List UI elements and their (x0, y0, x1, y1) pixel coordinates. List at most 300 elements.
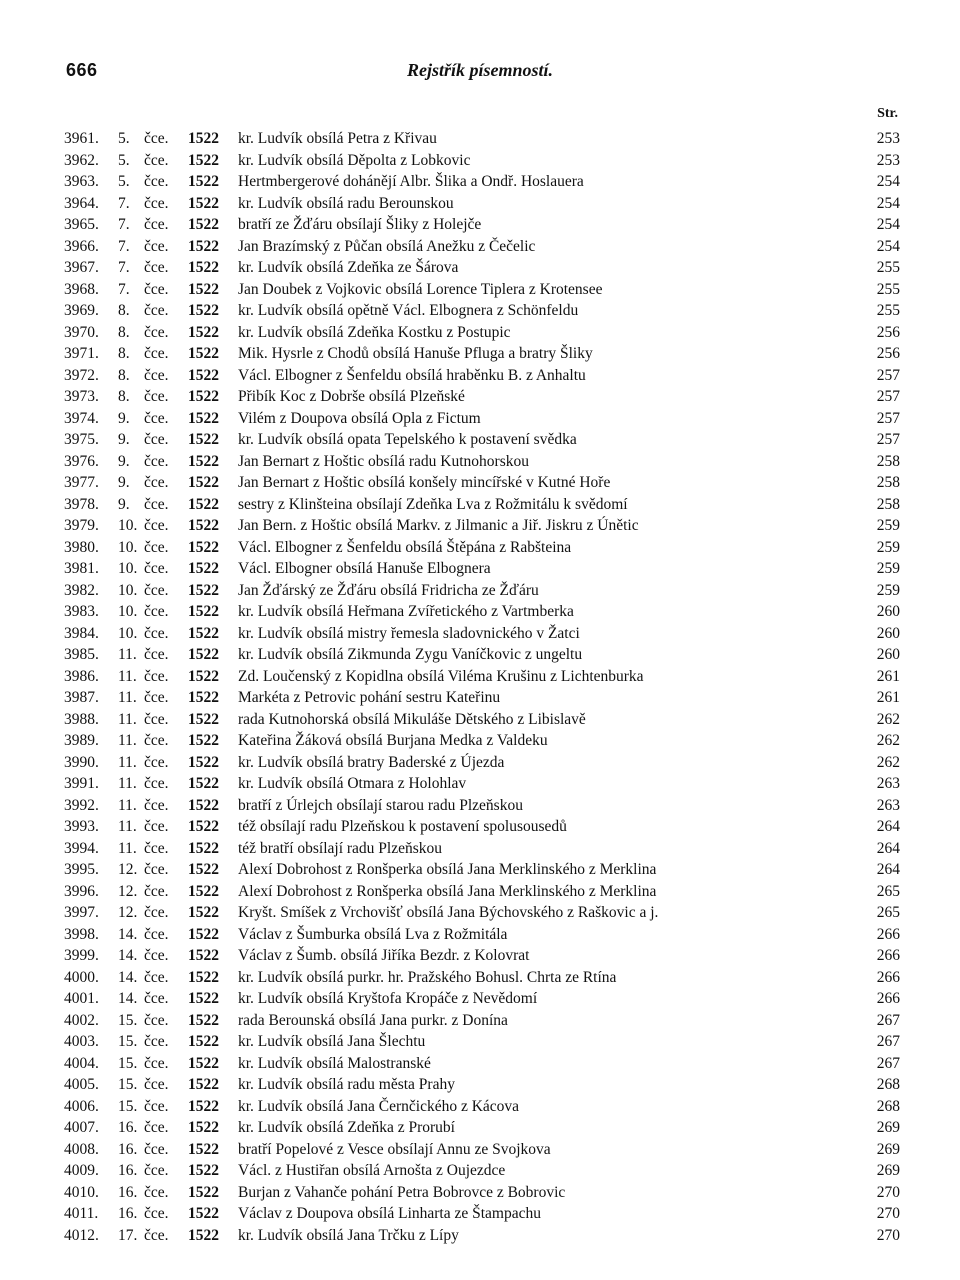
entry-month: čce. (144, 818, 169, 835)
register-entry (64, 429, 900, 451)
entry-day: 9. (118, 495, 130, 513)
register-entry (64, 902, 900, 924)
entry-description: Václ. Elbogner obsílá Hanuše Elbognera (238, 560, 497, 577)
entry-month: čce. (144, 839, 169, 857)
entry-day: 11. (118, 775, 137, 792)
entry-year: 1522 (188, 173, 219, 190)
entry-day: 16. (118, 1162, 138, 1179)
entry-year: 1522 (188, 968, 219, 986)
entry-description-leader (238, 1182, 856, 1204)
entry-year: 1522 (188, 947, 219, 964)
entry-page-ref: 254 (876, 237, 900, 255)
entry-day: 15. (118, 1011, 138, 1029)
entry-year: 1522 (188, 302, 219, 319)
register-entry (64, 1139, 900, 1161)
entry-number: 3972. (64, 366, 99, 384)
register-entry (64, 881, 900, 903)
entry-year: 1522 (188, 130, 219, 147)
entry-description-leader (238, 171, 856, 193)
entry-month: čce. (144, 861, 169, 878)
entry-number: 3998. (64, 925, 99, 943)
register-entry (64, 687, 900, 709)
entry-number: 3994. (64, 839, 99, 857)
entry-number: 3963. (64, 173, 99, 190)
register-entry (64, 279, 900, 301)
entry-month: čce. (144, 947, 169, 964)
entry-year: 1522 (188, 431, 219, 448)
entry-description: Václav z Šumburka obsílá Lva z Rožmitála (238, 926, 513, 943)
entry-description-leader (238, 558, 856, 580)
entry-number: 3990. (64, 753, 99, 771)
entry-description-leader (238, 795, 856, 817)
entry-number: 3981. (64, 560, 99, 577)
entry-month: čce. (144, 1119, 169, 1136)
entry-day: 12. (118, 882, 138, 900)
entry-description-leader (238, 451, 856, 473)
entry-year: 1522 (188, 1119, 219, 1136)
entry-day: 5. (118, 130, 130, 147)
register-entry (64, 515, 900, 537)
entry-year: 1522 (188, 624, 219, 642)
entry-number: 3989. (64, 732, 99, 749)
entry-year: 1522 (188, 1097, 219, 1115)
entry-day: 11. (118, 689, 137, 706)
entry-description: kr. Ludvík obsílá Zdeňka ze Šárova (238, 259, 464, 276)
register-entry (64, 365, 900, 387)
entry-page-ref: 268 (876, 1076, 900, 1093)
entry-year: 1522 (188, 990, 219, 1007)
entry-day: 14. (118, 990, 138, 1007)
entry-day: 10. (118, 560, 138, 577)
entry-page-ref: 257 (876, 409, 900, 427)
entry-number: 4006. (64, 1097, 99, 1115)
register-entry (64, 236, 900, 258)
entry-month: čce. (144, 1205, 169, 1222)
entry-day: 15. (118, 1033, 138, 1050)
entry-description-leader (238, 1074, 856, 1096)
entry-month: čce. (144, 1183, 169, 1201)
entry-number: 3977. (64, 474, 99, 491)
entry-month: čce. (144, 1140, 169, 1158)
entry-year: 1522 (188, 517, 219, 534)
entry-month: čce. (144, 796, 169, 814)
entry-month: čce. (144, 603, 169, 620)
entry-description: Vilém z Doupova obsílá Opla z Fictum (238, 410, 487, 427)
entry-year: 1522 (188, 323, 219, 341)
entry-description: Alexí Dobrohost z Ronšperka obsílá Jana Merklinského z Merklina (238, 883, 662, 900)
entry-month: čce. (144, 1226, 169, 1244)
register-entry (64, 988, 900, 1010)
entry-month: čce. (144, 237, 169, 255)
entry-year: 1522 (188, 560, 219, 577)
entry-page-ref: 255 (876, 280, 900, 298)
entry-month: čce. (144, 151, 169, 169)
entry-page-ref: 261 (876, 667, 900, 685)
entry-page-ref: 264 (876, 839, 900, 857)
entry-page-ref: 269 (876, 1162, 900, 1179)
entry-page-ref: 262 (876, 732, 900, 749)
entry-description-leader (238, 257, 856, 279)
entry-description: Václ. Elbogner z Šenfeldu obsílá hraběnku B. z Anhaltu (238, 367, 592, 384)
entry-month: čce. (144, 624, 169, 642)
register-entry (64, 1203, 900, 1225)
entry-page-ref: 266 (876, 990, 900, 1007)
entry-description-leader (238, 214, 856, 236)
entry-month: čce. (144, 259, 169, 276)
entry-month: čce. (144, 1097, 169, 1115)
entry-year: 1522 (188, 753, 219, 771)
entry-year: 1522 (188, 366, 219, 384)
entry-day: 12. (118, 861, 138, 878)
register-entry (64, 537, 900, 559)
entry-description: bratří ze Žďáru obsílají Šliky z Holejče (238, 216, 487, 233)
entry-page-ref: 259 (876, 538, 900, 556)
entry-description: Burjan z Vahanče pohání Petra Bobrovce z Bobrovic (238, 1184, 571, 1201)
entry-month: čce. (144, 925, 169, 943)
entry-month: čce. (144, 1033, 169, 1050)
entry-month: čce. (144, 538, 169, 556)
entry-day: 9. (118, 452, 130, 470)
entry-description: Václav z Doupova obsílá Linharta ze Štampachu (238, 1205, 547, 1222)
entry-month: čce. (144, 689, 169, 706)
entry-year: 1522 (188, 237, 219, 255)
entry-month: čce. (144, 968, 169, 986)
entry-year: 1522 (188, 216, 219, 233)
register-entry (64, 343, 900, 365)
entry-year: 1522 (188, 667, 219, 685)
entry-number: 3995. (64, 861, 99, 878)
entry-description-leader (238, 623, 856, 645)
entry-description: Kryšt. Smíšek z Vrchovišť obsílá Jana Býchovského z Raškovic a j. (238, 904, 664, 921)
entry-number: 4007. (64, 1119, 99, 1136)
entry-description: Jan Brazímský z Půčan obsílá Anežku z Čečelic (238, 238, 541, 255)
entry-description: Kateřina Žáková obsílá Burjana Medka z Valdeku (238, 732, 554, 749)
entry-description-leader (238, 859, 856, 881)
entry-number: 3991. (64, 775, 99, 792)
entry-page-ref: 259 (876, 560, 900, 577)
register-entry (64, 752, 900, 774)
entry-number: 4002. (64, 1011, 99, 1029)
entry-year: 1522 (188, 1226, 219, 1244)
entry-description: bratří z Úrlejch obsílají starou radu Plzeňskou (238, 797, 529, 814)
entry-page-ref: 260 (876, 624, 900, 642)
register-entry (64, 859, 900, 881)
entry-page-ref: 259 (876, 517, 900, 534)
entry-page-ref: 257 (876, 431, 900, 448)
entry-day: 15. (118, 1076, 138, 1093)
entry-year: 1522 (188, 452, 219, 470)
entry-page-ref: 270 (876, 1183, 900, 1201)
entry-description-leader (238, 128, 856, 150)
entry-page-ref: 266 (876, 968, 900, 986)
entry-year: 1522 (188, 280, 219, 298)
entry-year: 1522 (188, 796, 219, 814)
entry-page-ref: 264 (876, 861, 900, 878)
register-entry (64, 666, 900, 688)
entry-description-leader (238, 408, 856, 430)
entry-number: 3967. (64, 259, 99, 276)
entry-description-leader (238, 838, 856, 860)
entry-description: Václ. z Hustiřan obsílá Arnošta z Oujezdce (238, 1162, 511, 1179)
entry-month: čce. (144, 882, 169, 900)
entry-number: 4011. (64, 1205, 99, 1222)
entry-description-leader (238, 1010, 856, 1032)
entry-year: 1522 (188, 474, 219, 491)
entry-number: 3970. (64, 323, 99, 341)
entry-day: 8. (118, 366, 130, 384)
entry-page-ref: 254 (876, 173, 900, 190)
entry-description-leader (238, 752, 856, 774)
entry-description: kr. Ludvík obsílá Jana Trčku z Lípy (238, 1227, 465, 1244)
entry-number: 3966. (64, 237, 99, 255)
entry-number: 4004. (64, 1054, 99, 1072)
entry-year: 1522 (188, 882, 219, 900)
entry-day: 9. (118, 431, 130, 448)
entry-description: kr. Ludvík obsílá Malostranské (238, 1055, 437, 1072)
entry-month: čce. (144, 1011, 169, 1029)
entry-description: kr. Ludvík obsílá Jana Černčického z Kácova (238, 1098, 525, 1115)
entry-day: 8. (118, 388, 130, 405)
entry-page-ref: 261 (876, 689, 900, 706)
entry-month: čce. (144, 1054, 169, 1072)
entry-month: čce. (144, 990, 169, 1007)
register-entry (64, 945, 900, 967)
entry-page-ref: 256 (876, 323, 900, 341)
entry-month: čce. (144, 1076, 169, 1093)
entry-page-ref: 253 (876, 151, 900, 169)
entry-description-leader (238, 902, 856, 924)
entry-number: 3961. (64, 130, 99, 147)
entry-year: 1522 (188, 861, 219, 878)
entry-description-leader (238, 494, 856, 516)
entry-day: 11. (118, 646, 137, 663)
entry-description: bratří Popelové z Vesce obsílají Annu ze Svojkova (238, 1141, 557, 1158)
entry-description: kr. Ludvík obsílá bratry Baderské z Újezda (238, 754, 510, 771)
entry-description: rada Kutnohorská obsílá Mikuláše Dětského z Libislavě (238, 711, 592, 728)
entry-year: 1522 (188, 710, 219, 728)
entry-description-leader (238, 343, 856, 365)
entry-page-ref: 263 (876, 775, 900, 792)
register-entry (64, 1096, 900, 1118)
entry-year: 1522 (188, 194, 219, 212)
entry-description: též bratří obsílají radu Plzeňskou (238, 840, 448, 857)
entry-year: 1522 (188, 904, 219, 921)
entry-day: 11. (118, 710, 137, 728)
entry-year: 1522 (188, 345, 219, 362)
entry-page-ref: 269 (876, 1140, 900, 1158)
entry-page-ref: 260 (876, 603, 900, 620)
entry-page-ref: 267 (876, 1054, 900, 1072)
entry-day: 7. (118, 259, 130, 276)
entry-month: čce. (144, 667, 169, 685)
entry-number: 4001. (64, 990, 99, 1007)
entry-month: čce. (144, 753, 169, 771)
entry-page-ref: 260 (876, 646, 900, 663)
entry-description: rada Berounská obsílá Jana purkr. z Donína (238, 1012, 514, 1029)
entry-year: 1522 (188, 259, 219, 276)
entry-description-leader (238, 967, 856, 989)
entry-number: 3982. (64, 581, 99, 599)
entry-year: 1522 (188, 732, 219, 749)
entry-number: 3984. (64, 624, 99, 642)
entry-description: sestry z Klinšteina obsílají Zdeňka Lva z Rožmitálu k svědomí (238, 496, 634, 513)
register-entry (64, 558, 900, 580)
entry-month: čce. (144, 560, 169, 577)
page-column-header: Str. (877, 106, 898, 121)
entry-page-ref: 258 (876, 452, 900, 470)
entry-day: 17. (118, 1226, 138, 1244)
entry-page-ref: 267 (876, 1033, 900, 1050)
register-entry (64, 1010, 900, 1032)
entry-page-ref: 267 (876, 1011, 900, 1029)
entry-description: Václ. Elbogner z Šenfeldu obsílá Štěpána z Rabšteina (238, 539, 577, 556)
entry-month: čce. (144, 1162, 169, 1179)
entry-description-leader (238, 730, 856, 752)
entry-year: 1522 (188, 1140, 219, 1158)
entry-day: 11. (118, 839, 137, 857)
register-entry (64, 193, 900, 215)
entry-description-leader (238, 193, 856, 215)
entry-page-ref: 266 (876, 925, 900, 943)
entry-month: čce. (144, 495, 169, 513)
register-entry (64, 709, 900, 731)
entry-day: 7. (118, 237, 130, 255)
register-entry (64, 322, 900, 344)
entry-day: 10. (118, 538, 138, 556)
entry-description: kr. Ludvík obsílá mistry řemesla sladovnického v Žatci (238, 625, 586, 642)
entry-description: Václav z Šumb. obsílá Jiříka Bezdr. z Kolovrat (238, 947, 535, 964)
register-entry (64, 1182, 900, 1204)
entry-description: kr. Ludvík obsílá opětně Václ. Elbognera z Schönfeldu (238, 302, 584, 319)
entry-description-leader (238, 988, 856, 1010)
register-entry (64, 730, 900, 752)
entry-day: 10. (118, 517, 138, 534)
running-title: Rejstřík písemností. (406, 60, 554, 80)
entry-description-leader (238, 773, 856, 795)
entry-description: Přibík Koc z Dobrše obsílá Plzeňské (238, 388, 471, 405)
entry-description: kr. Ludvík obsílá Zdeňka z Prorubí (238, 1119, 461, 1136)
entry-description: Hertmbergerové dohánějí Albr. Šlika a Ondř. Hoslauera (238, 173, 590, 190)
entry-page-ref: 269 (876, 1119, 900, 1136)
entry-page-ref: 266 (876, 947, 900, 964)
entry-day: 8. (118, 323, 130, 341)
entry-year: 1522 (188, 495, 219, 513)
register-entry (64, 171, 900, 193)
entry-description-leader (238, 924, 856, 946)
entry-description-leader (238, 945, 856, 967)
entry-day: 16. (118, 1205, 138, 1222)
register-entry (64, 967, 900, 989)
entry-day: 7. (118, 280, 130, 298)
register-entry (64, 1225, 900, 1247)
entry-year: 1522 (188, 1076, 219, 1093)
entry-page-ref: 270 (876, 1226, 900, 1244)
entry-day: 11. (118, 753, 137, 771)
entry-page-ref: 257 (876, 388, 900, 405)
register-entry (64, 838, 900, 860)
register-entry (64, 300, 900, 322)
entry-number: 3965. (64, 216, 99, 233)
entry-year: 1522 (188, 1033, 219, 1050)
register-entry (64, 386, 900, 408)
entry-number: 3976. (64, 452, 99, 470)
register-entry (64, 150, 900, 172)
entry-day: 14. (118, 968, 138, 986)
entry-description-leader (238, 816, 856, 838)
register-entry (64, 1160, 900, 1182)
entry-number: 3999. (64, 947, 99, 964)
entry-description-leader (238, 1225, 856, 1247)
entry-description: Jan Bern. z Hoštic obsílá Markv. z Jilmanic a Jiř. Jiskru z Únětic (238, 517, 645, 534)
entry-number: 3993. (64, 818, 99, 835)
entry-number: 3986. (64, 667, 99, 685)
register-entry (64, 924, 900, 946)
entry-page-ref: 270 (876, 1205, 900, 1222)
entry-day: 5. (118, 173, 130, 190)
entry-day: 12. (118, 904, 138, 921)
register-entry (64, 644, 900, 666)
entry-month: čce. (144, 732, 169, 749)
entry-description: Jan Žďárský ze Žďáru obsílá Fridricha ze Žďáru (238, 582, 545, 599)
entry-year: 1522 (188, 538, 219, 556)
register-entry (64, 580, 900, 602)
entry-number: 4012. (64, 1226, 99, 1244)
entry-month: čce. (144, 323, 169, 341)
entry-description: kr. Ludvík obsílá Zdeňka Kostku z Postupic (238, 324, 517, 341)
entry-month: čce. (144, 710, 169, 728)
entry-page-ref: 254 (876, 194, 900, 212)
entry-description-leader (238, 300, 856, 322)
entry-description-leader (238, 386, 856, 408)
entry-day: 10. (118, 581, 138, 599)
entry-month: čce. (144, 345, 169, 362)
entry-page-ref: 254 (876, 216, 900, 233)
entry-day: 9. (118, 474, 130, 491)
page-number: 666 (66, 60, 98, 80)
register-entry (64, 494, 900, 516)
register-entry (64, 623, 900, 645)
entry-description-leader (238, 1053, 856, 1075)
entry-month: čce. (144, 173, 169, 190)
entry-number: 3971. (64, 345, 99, 362)
entry-month: čce. (144, 646, 169, 663)
entry-year: 1522 (188, 1162, 219, 1179)
entry-number: 3978. (64, 495, 99, 513)
entry-year: 1522 (188, 1205, 219, 1222)
entry-number: 3973. (64, 388, 99, 405)
entry-page-ref: 265 (876, 904, 900, 921)
entry-day: 7. (118, 216, 130, 233)
entry-page-ref: 258 (876, 474, 900, 491)
register-entry (64, 773, 900, 795)
entry-number: 3983. (64, 603, 99, 620)
register-list (64, 128, 900, 1246)
entry-description-leader (238, 1117, 856, 1139)
register-entry (64, 128, 900, 150)
entry-number: 3985. (64, 646, 99, 663)
entry-year: 1522 (188, 775, 219, 792)
entry-description: Jan Doubek z Vojkovic obsílá Lorence Tiplera z Krotensee (238, 281, 608, 298)
entry-page-ref: 263 (876, 796, 900, 814)
entry-day: 8. (118, 302, 130, 319)
entry-day: 14. (118, 925, 138, 943)
entry-number: 3987. (64, 689, 99, 706)
entry-page-ref: 265 (876, 882, 900, 900)
entry-number: 3979. (64, 517, 99, 534)
entry-description-leader (238, 580, 856, 602)
register-entry (64, 1053, 900, 1075)
entry-description: Mik. Hysrle z Chodů obsílá Hanuše Pfluga a bratry Šliky (238, 345, 599, 362)
